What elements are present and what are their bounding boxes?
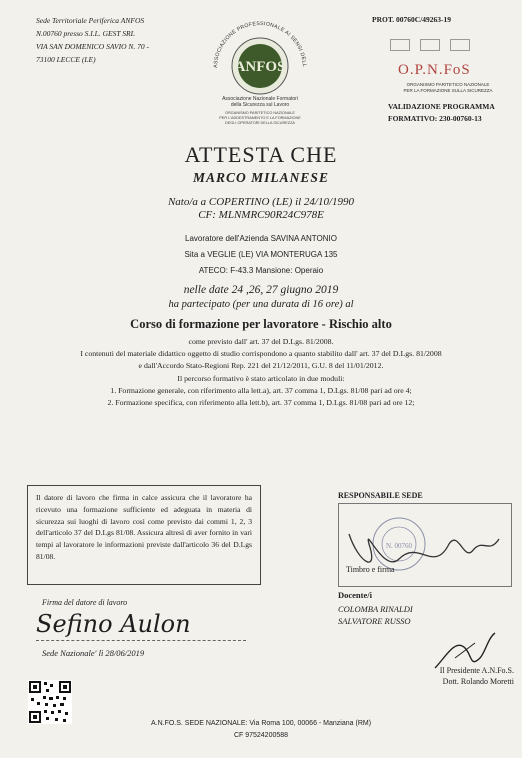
sede-territoriale-info xyxy=(36,14,196,66)
header-line: 73100 LECCE (LE) xyxy=(36,55,96,64)
partner-logo-icon xyxy=(390,39,410,51)
course-description xyxy=(0,336,522,409)
logo-line: della Sicurezza sul Lavoro xyxy=(230,102,290,108)
employer-signature-label: Firma del datore di lavoro xyxy=(42,598,128,607)
footer-address: A.N.FO.S. SEDE NAZIONALE: Via Roma 100, 00066 - Manziana (RM) xyxy=(150,720,372,727)
partner-logos xyxy=(390,38,500,50)
logo-line: Associazione Nazionale Formatori xyxy=(222,96,298,102)
sede-nazionale-date: Sede Nazionale' lì 28/06/2019 xyxy=(42,648,145,658)
body-line: 1. Formazione generale, con riferimento alla lett.a), art. 37 comma 1, D.Lgs. 81/08 pari ad ore 4; xyxy=(110,385,412,395)
docente-name: SALVATORE RUSSO xyxy=(338,616,411,626)
docenti-list xyxy=(338,603,413,627)
fiscal-code: CF: MLNMRC90R24C978E xyxy=(198,209,324,221)
footer-cf: CF 97524200588 xyxy=(233,732,289,739)
participation-info: ha partecipato (per una durata di 16 ore) al xyxy=(168,299,354,310)
ateco-info: ATECO: F-43.3 Mansione: Operaio xyxy=(198,266,324,275)
logo-text: ANFOS xyxy=(234,59,286,75)
logo-sub-line: PER L'ADDESTRAMENTO E LA FORMAZIONE xyxy=(219,116,301,120)
svg-text:N. 00760: N. 00760 xyxy=(385,542,413,550)
logo-arc-text: ASSOCIAZIONE PROFESSIONALE AI SENSI DELL xyxy=(212,20,308,69)
logo-sub-line: DEGLI OPERATORI DELLA SICUREZZA xyxy=(225,121,295,125)
validation-line: FORMATIVO: 230-00760-13 xyxy=(388,114,482,123)
employer-declaration-box: Il datore di lavoro che firma in calce assicura che il lavoratore ha ricevuto una formazione sufficiente ed adeguata in materia di sicurezza sui luoghi di lavoro così come previsto dai commi 1, 2, 3 dell'articolo 37 del D.Lgs 81/08. Assicura altresì di aver fornito in vari tempi al lavoratore le informazioni previste dall'articolo 36 del D.Lgs 81/08. xyxy=(27,485,261,585)
course-dates: nelle date 24 ,26, 27 giugno 2019 xyxy=(183,284,339,296)
partner-logo-icon xyxy=(450,39,470,51)
logo-sub-line: ORGANISMO PARITETICO NAZIONALE xyxy=(225,111,295,115)
body-line: I contenuti del materiale didattico oggetto di studio corrispondono a quanto stabilito dall' art. 37 del D.Lgs. 81/2008 xyxy=(80,349,442,359)
company-info: Lavoratore dell'Azienda SAVINA ANTONIO xyxy=(185,234,337,243)
opn-subtitle xyxy=(388,82,508,94)
opn-sub-line: ORGANISMO PARITETICO NAZIONALE xyxy=(406,82,490,87)
partner-logo-icon xyxy=(420,39,440,51)
header-line: Sede Territoriale Periferica ANFOS xyxy=(36,16,145,25)
docente-name: COLOMBA RINALDI xyxy=(338,604,413,614)
body-line: e dall'Accordo Stato-Regioni Rep. 221 del 21/12/2011, G.U. 8 del 11/01/2012. xyxy=(138,361,384,371)
responsabile-stamp-box xyxy=(338,503,512,587)
signature-line xyxy=(36,640,246,641)
header-line: VIA SAN DOMENICO SAVIO N. 70 - xyxy=(36,42,150,51)
anfos-logo xyxy=(205,8,315,128)
validation-line: VALIDAZIONE PROGRAMMA xyxy=(388,102,495,111)
recipient-name: MARCO MILANESE xyxy=(193,170,329,185)
body-line: come previsto dall' art. 37 del D.Lgs. 81/2008. xyxy=(188,337,334,346)
anfos-seal-icon xyxy=(205,8,315,128)
president-info xyxy=(392,665,514,687)
footer xyxy=(0,718,522,742)
employer-signature: Sefino Aulon xyxy=(36,610,191,638)
validation-program xyxy=(388,101,513,125)
company-site: Sita a VEGLIE (LE) VIA MONTERUGA 135 xyxy=(184,250,338,259)
page-title: ATTESTA CHE xyxy=(184,142,338,167)
course-title: Corso di formazione per lavoratore - Rischio alto xyxy=(130,317,392,331)
body-line: Il percorso formativo è stato articolato in due moduli: xyxy=(177,373,345,383)
header-line: N.00760 presso S.I.L. GEST SRL xyxy=(36,29,135,38)
timbro-label: Timbro e firma xyxy=(346,565,395,574)
opn-sub-line: PER LA FORMAZIONE SULLA SICUREZZA xyxy=(403,88,493,93)
opn-fos-logo: O.P.N.FoS xyxy=(398,62,471,78)
president-name: Dott. Rolando Moretti xyxy=(442,677,514,686)
body-line: 2. Formazione specifica, con riferimento alla lett.b), art. 37 comma 1, D.Lgs. 81/08 pari ad ore 12; xyxy=(107,398,415,408)
president-title: Il Presidente A.N.Fo.S. xyxy=(439,666,514,675)
responsabile-label: RESPONSABILE SEDE xyxy=(338,491,423,500)
birth-info: Nato/a a COPERTINO (LE) il 24/10/1990 xyxy=(167,196,355,208)
docente-label: Docente/i xyxy=(338,590,372,600)
protocol-number: PROT. 00760C/49263-19 xyxy=(372,15,452,24)
